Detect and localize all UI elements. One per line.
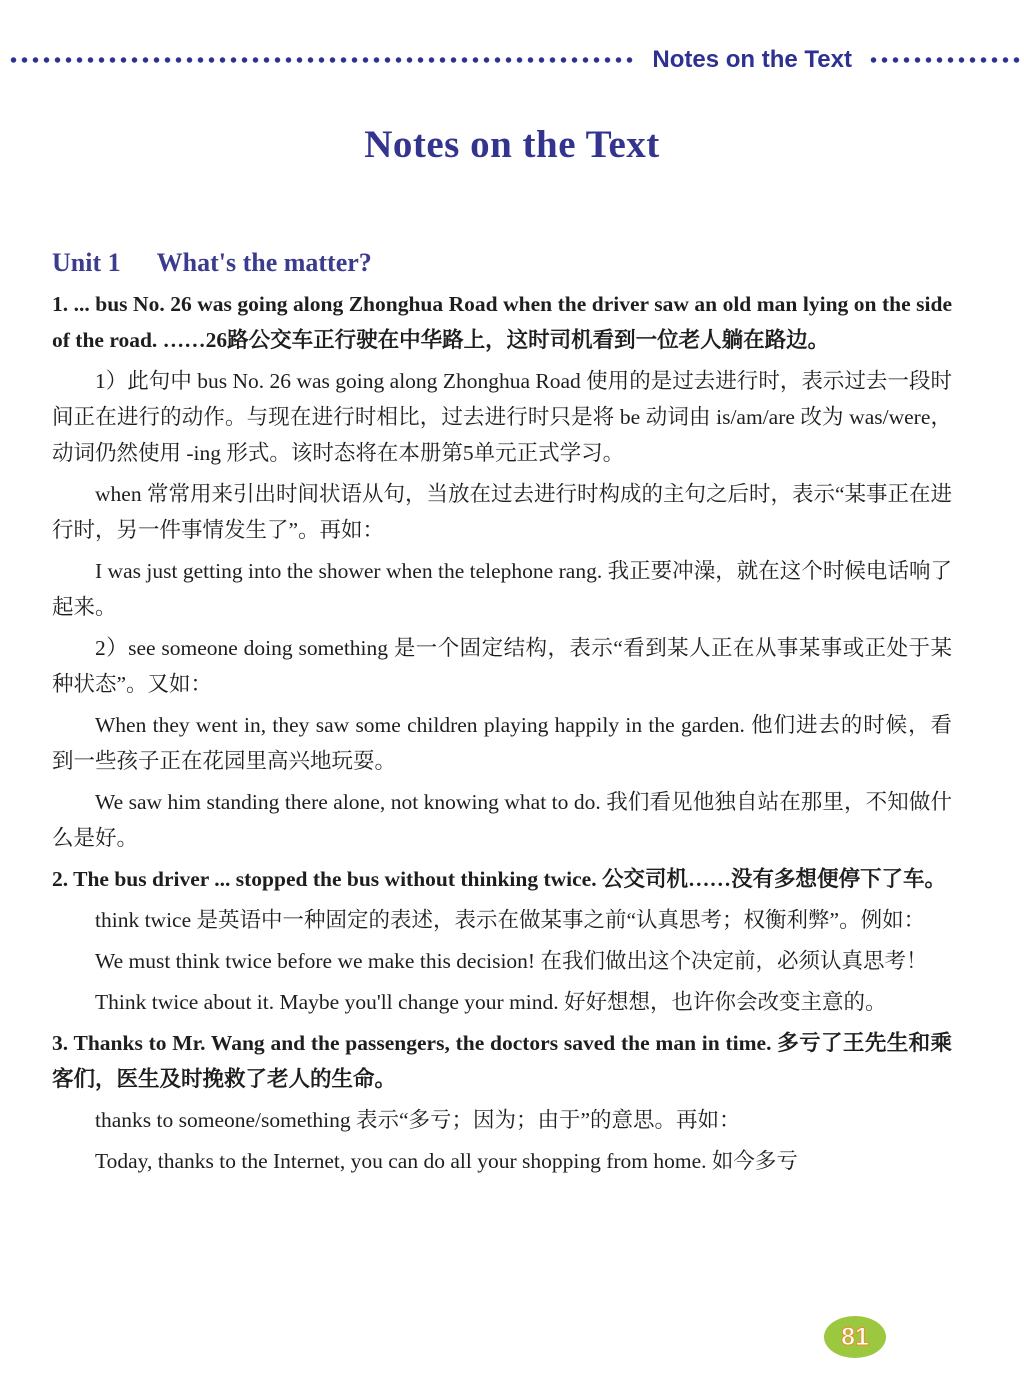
note-explanation: when 常常用来引出时间状语从句，当放在过去进行时构成的主句之后时，表示“某事正在进行时，另一件事情发生了”。再如： bbox=[52, 482, 952, 542]
note-explanation: 2）see someone doing something 是一个固定结构，表示“看到某人正在从事某事或正处于某种状态”。又如： bbox=[52, 636, 952, 696]
example-sentence: I was just getting into the shower when the telephone rang. 我正要冲澡，就在这个时候电话响了起来。 bbox=[52, 559, 952, 619]
example-sentence: Think twice about it. Maybe you'll change your mind. 好好想想，也许你会改变主意的。 bbox=[95, 990, 887, 1014]
notes-content bbox=[52, 248, 952, 1179]
dotted-rule-left-icon bbox=[8, 55, 636, 65]
page-title: Notes on the Text bbox=[364, 123, 660, 166]
unit-title: What's the matter? bbox=[156, 248, 372, 277]
note-explanation: think twice 是英语中一种固定的表述，表示在做某事之前“认真思考；权衡利弊”。例如： bbox=[95, 908, 926, 932]
example-sentence: We saw him standing there alone, not knowing what to do. 我们看见他独自站在那里，不知做什么是好。 bbox=[52, 790, 952, 850]
running-head-label: Notes on the Text bbox=[652, 46, 852, 73]
example-sentence: When they went in, they saw some children playing happily in the garden. 他们进去的时候，看到一些孩子正在花园里高兴地玩耍。 bbox=[52, 713, 952, 773]
example-sentence: Today, thanks to the Internet, you can do all your shopping from home. 如今多亏 bbox=[95, 1149, 798, 1173]
note-item-1: 1. ... bus No. 26 was going along Zhonghua Road when the driver saw an old man lying on the side of the road. ……26路公交车正行驶在中华路上，这时司机看到一位老人躺在路边。 bbox=[52, 292, 952, 352]
note-explanation: thanks to someone/something 表示“多亏；因为；由于”的意思。再如： bbox=[95, 1108, 741, 1132]
unit-label: Unit 1 bbox=[52, 248, 121, 277]
dotted-rule-right-icon bbox=[868, 55, 1024, 65]
note-item-2: 2. The bus driver ... stopped the bus without thinking twice. 公交司机……没有多想便停下了车。 bbox=[52, 867, 946, 891]
running-head bbox=[0, 46, 1024, 74]
unit-heading bbox=[52, 248, 952, 278]
note-item-3: 3. Thanks to Mr. Wang and the passengers, the doctors saved the man in time. 多亏了王先生和乘客们，医生及时挽救了老人的生命。 bbox=[52, 1031, 952, 1091]
page-number: 81 bbox=[841, 1322, 869, 1351]
note-explanation: 1）此句中 bus No. 26 was going along Zhonghua Road 使用的是过去进行时，表示过去一段时间正在进行的动作。与现在进行时相比，过去进行时只是将 be 动词由 is/am/are 改为 was/were，动词仍然使用 -ing 形式。该时态将在本册第5单元正式学习。 bbox=[52, 369, 952, 465]
example-sentence: We must think twice before we make this decision! 在我们做出这个决定前，必须认真思考！ bbox=[95, 949, 928, 973]
page-number-badge bbox=[824, 1316, 886, 1358]
